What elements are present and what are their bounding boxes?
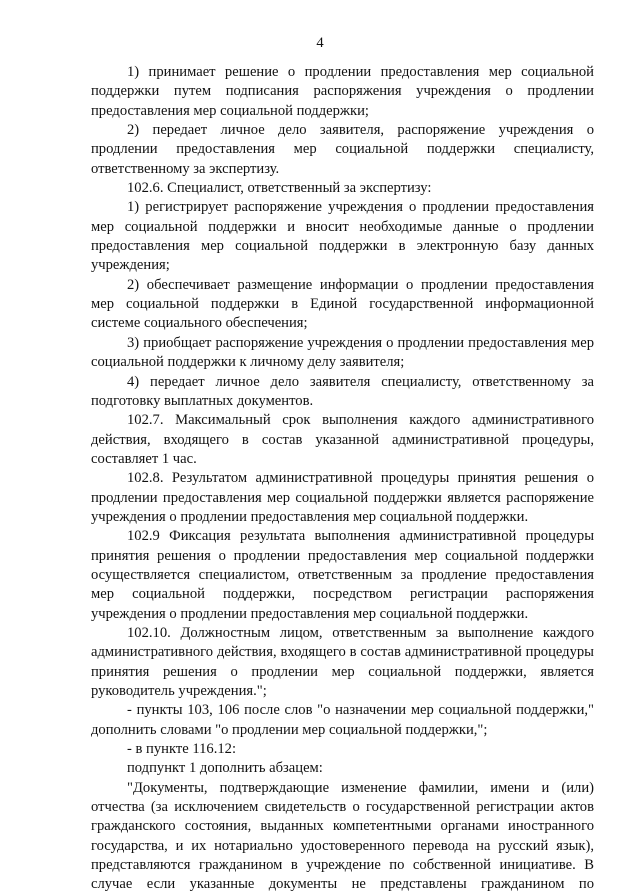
paragraph: 1) регистрирует распоряжение учреждения о продлении предоставления мер социальной поддержки и вносит необходимые данные о продлении предоставления мер социальной поддержки в электронную базу данных учреждения; [91,199,594,274]
paragraph: 102.9 Фиксация результата выполнения административной процедуры принятия решения о продлении предоставления мер социальной поддержки осуществляется специалистом, ответственным за продление предоставления мер социальной поддержки, посредством регистрации распоряжения учреждения о продлении предоставления мер социальной поддержки. [91,528,594,622]
paragraph: 102.7. Максимальный срок выполнения каждого административного действия, входящего в состав указанной административной процедуры, составляет 1 час. [91,412,594,467]
paragraph: - в пункте 116.12: [127,741,237,758]
paragraph: 3) приобщает распоряжение учреждения о продлении предоставления мер социальной поддержки к личному делу заявителя; [91,334,594,371]
paragraph: 4) передает личное дело заявителя специалисту, ответственному за подготовку выплатных документов. [91,373,594,409]
paragraph: 2) передает личное дело заявителя, распоряжение учреждения о продлении предоставления мер социальной поддержки специалисту, ответственному за экспертизу. [91,122,594,177]
paragraph: 1) принимает решение о продлении предоставления мер социальной поддержки путем подписания распоряжения учреждения о продлении предоставления мер социальной поддержки; [91,64,594,119]
paragraph: подпункт 1 дополнить абзацем: [127,760,323,777]
paragraph: 102.6. Специалист, ответственный за экспертизу: [127,180,432,197]
paragraph: "Документы, подтверждающие изменение фамилии, имени и (или) отчества (за исключением свидетельств о государственной регистрации актов гражданского состояния, выданных компетентными органами иностранного государства, и их нотариально удостоверенного перевода на русский язык), представляются гражданином в учреждение по собственной инициативе. В случае если указанные документы не представлены гражданином по [91,779,594,893]
paragraph: 102.8. Результатом административной процедуры принятия решения о продлении предоставления мер социальной поддержки является распоряжение учреждения о продлении предоставления мер социальной поддержки. [91,470,594,525]
document-body [91,63,594,895]
paragraph: - пункты 103, 106 после слов "о назначении мер социальной поддержки," дополнить словами "о продлении мер социальной поддержки,"; [91,702,594,738]
page-number: 4 [316,35,324,51]
paragraph: 2) обеспечивает размещение информации о продлении предоставления мер социальной поддержки в Единой государственной информационной системе социального обеспечения; [91,276,594,332]
paragraph: 102.10. Должностным лицом, ответственным за выполнение каждого административного действия, входящего в состав административной процедуры принятия решения о продлении мер социальной поддержки, является руководитель учреждения."; [91,624,594,699]
